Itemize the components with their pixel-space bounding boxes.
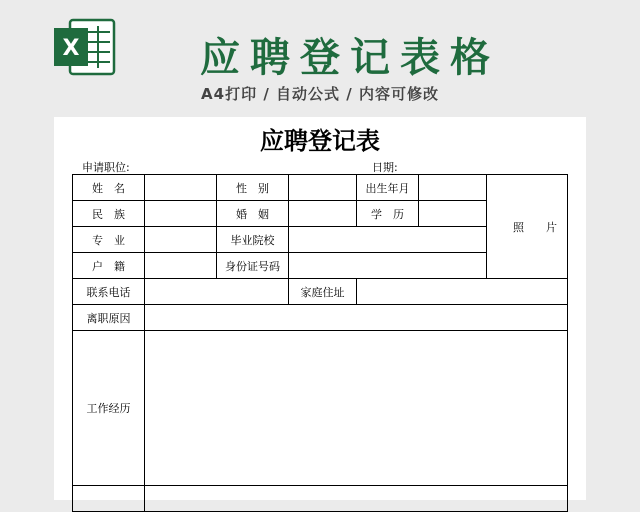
gender-cell[interactable] [289, 175, 357, 201]
gender-label: 性 别 [217, 175, 289, 201]
education-cell[interactable] [419, 201, 487, 227]
ethnicity-cell[interactable] [145, 201, 217, 227]
hukou-cell[interactable] [145, 253, 217, 279]
work-history-label: 工作经历 [73, 331, 145, 486]
date-label: 日期: [372, 161, 398, 174]
school-cell[interactable] [289, 227, 487, 253]
marital-label: 婚 姻 [217, 201, 289, 227]
blank-label-cell [73, 486, 145, 512]
table-row [73, 486, 568, 512]
name-cell[interactable] [145, 175, 217, 201]
major-label: 专 业 [73, 227, 145, 253]
birth-cell[interactable] [419, 175, 487, 201]
major-cell[interactable] [145, 227, 217, 253]
ethnicity-label: 民 族 [73, 201, 145, 227]
id-number-cell[interactable] [289, 253, 487, 279]
form-title: 应聘登记表 [260, 127, 380, 155]
application-form-table [72, 174, 579, 512]
blank-value-cell[interactable] [145, 486, 568, 512]
address-cell[interactable] [357, 279, 568, 305]
leave-reason-label: 离职原因 [73, 305, 145, 331]
form-sheet [54, 117, 586, 500]
table-row [73, 305, 568, 331]
leave-reason-cell[interactable] [145, 305, 568, 331]
address-label: 家庭住址 [289, 279, 357, 305]
marital-cell[interactable] [289, 201, 357, 227]
table-row [73, 279, 568, 305]
school-label: 毕业院校 [217, 227, 289, 253]
logo-letter: X [62, 36, 80, 61]
name-label: 姓 名 [73, 175, 145, 201]
id-number-label: 身份证号码 [217, 253, 289, 279]
education-label: 学 历 [357, 201, 419, 227]
photo-label: 照片 [513, 220, 579, 234]
photo-cell[interactable] [487, 175, 579, 279]
phone-cell[interactable] [145, 279, 289, 305]
banner-subtitle: A4打印 / 自动公式 / 内容可修改 [201, 85, 439, 103]
table-row [73, 175, 568, 201]
phone-label: 联系电话 [73, 279, 145, 305]
position-label: 申请职位: [82, 161, 130, 174]
table-row [73, 331, 568, 486]
banner-title: 应聘登记表格 [200, 35, 500, 81]
hukou-label: 户 籍 [73, 253, 145, 279]
birth-label: 出生年月 [357, 175, 419, 201]
work-history-cell[interactable] [145, 331, 568, 486]
